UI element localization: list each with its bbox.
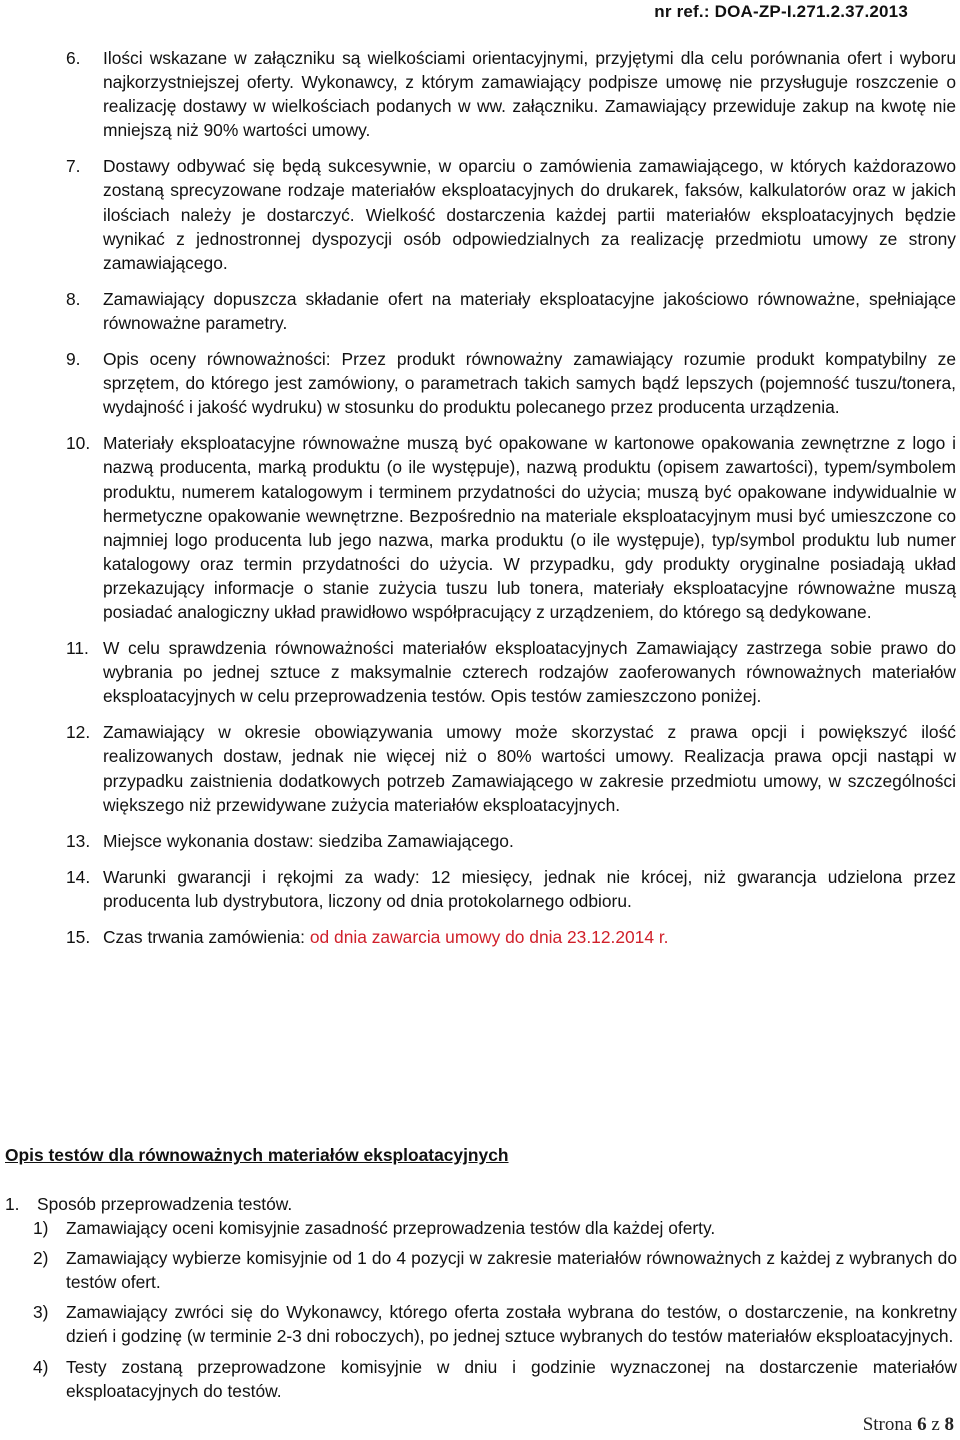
item-text: Opis oceny równoważności: Przez produkt równoważny zamawiający rozumie produkt kompatybilny ze sprzętem, do którego jest zamówiony, o parametrach takich samych bądź lepszych (pojemność tuszu/tonera, wydajność i jakość wydruku) w stosunku do produktu polecanego przez producenta urządzenia. xyxy=(103,349,956,418)
item-number: 13. xyxy=(66,830,91,851)
item-number: 12. xyxy=(66,722,91,743)
step-text: Zamawiający zwróci się do Wykonawcy, którego oferta została wybrana do testów, o dostarczenie, na konkretny dzień i godzinę (w terminie 2-3 dni roboczych), po jednej sztuce wybranych do testów materiałów eksploatacyjnych. xyxy=(66,1302,957,1347)
item-number: 14. xyxy=(66,866,91,887)
list-item xyxy=(66,865,956,913)
tests-steps xyxy=(33,1216,957,1403)
step-number: 4) xyxy=(33,1356,49,1377)
item-number: 7. xyxy=(66,156,81,177)
list-item xyxy=(66,829,956,853)
item-text: Zamawiający dopuszcza składanie ofert na materiały eksploatacyjne jakościowo równoważne, spełniające równoważne parametry. xyxy=(103,288,956,333)
duration-highlight: od dnia zawarcia umowy do dnia 23.12.2014 r. xyxy=(309,927,669,947)
step-number: 3) xyxy=(33,1302,49,1323)
duration-label: Czas trwania zamówienia: xyxy=(103,927,310,947)
tests-title: Sposób przeprowadzenia testów. xyxy=(37,1194,293,1214)
item-number: 15. xyxy=(66,927,91,947)
item-number: 10. xyxy=(66,433,91,454)
item-text: Warunki gwarancji i rękojmi za wady: 12 miesięcy, jednak nie krócej, niż gwarancja udzielona przez producenta lub dystrybutora, liczony od dnia protokolarnego odbioru. xyxy=(103,866,956,911)
tests-number: 1. xyxy=(5,1194,20,1214)
item-text: W celu sprawdzenia równoważności materiałów eksploatacyjnych Zamawiający zastrzega sobie prawo do wybrania po jednej sztuce z maksymalnie czterech rodzajów zaoferowanych równoważnych materiałów eksploatacyjnych w celu przeprowadzenia testów. Opis testów zamieszczono poniżej. xyxy=(103,638,956,707)
page-label: Strona xyxy=(862,1414,913,1435)
list-item xyxy=(66,154,956,274)
list-item xyxy=(66,431,956,624)
list-item xyxy=(66,347,956,419)
total-pages: 8 xyxy=(944,1414,954,1435)
step-text: Zamawiający wybierze komisyjnie od 1 do 4 pozycji w zakresie materiałów równoważnych z każdej z wybranych do testów ofert. xyxy=(66,1248,957,1293)
step-number: 1) xyxy=(33,1218,49,1239)
document-reference: nr ref.: DOA-ZP-I.271.2.37.2013 xyxy=(654,2,908,21)
item-text: Ilości wskazane w załączniku są wielkościami orientacyjnymi, przyjętymi dla celu porównania ofert i wyboru najkorzystniejszej oferty. Wykonawcy, z którym zamawiający podpisze umowę nie przysługuje roszczenie o realizację dostawy w wielkościach podanych w ww. załączniku. Zamawiający przewiduje zakup na kwotę nie mniejszą niż 90% wartości umowy. xyxy=(103,48,956,141)
list-item xyxy=(66,46,956,142)
list-item-duration xyxy=(66,925,956,949)
item-text: Dostawy odbywać się będą sukcesywnie, w oparciu o zamówienia zamawiającego, w których każdorazowo zostaną sprecyzowane rodzaje materiałów eksploatacyjnych do drukarek, faksów, kalkulatorów oraz w jakich ilościach należy je dostarczyć. Wielkość dostarczenia każdej partii materiałów eksploatacyjnych będzie wynikać z jednostronnej dyspozycji osób odpowiedzialnych za realizację przedmiotu umowy ze strony zamawiającego. xyxy=(103,156,956,273)
page-of: z xyxy=(931,1414,940,1435)
current-page: 6 xyxy=(917,1414,927,1435)
step-number: 2) xyxy=(33,1248,49,1269)
item-text xyxy=(103,925,956,949)
tests-description xyxy=(5,1192,957,1403)
item-text: Zamawiający w okresie obowiązywania umowy może skorzystać z prawa opcji i powiększyć ilość realizowanych dostaw, jednak nie więcej niż o 80% wartości umowy. Realizacja prawa opcji nastąpi w przypadku zaistnienia dodatkowych potrzeb Zamawiającego w zakresie przedmiotu umowy, w szczególności większego niż przewidywane zużycia materiałów eksploatacyjnych. xyxy=(103,722,956,815)
section-title: Opis testów dla równoważnych materiałów eksploatacyjnych xyxy=(5,1145,509,1165)
test-step xyxy=(33,1355,957,1403)
list-item xyxy=(66,287,956,335)
test-step xyxy=(33,1246,957,1294)
item-number: 9. xyxy=(66,349,81,370)
step-text: Zamawiający oceni komisyjnie zasadność przeprowadzenia testów dla każdej oferty. xyxy=(66,1218,716,1239)
item-text: Miejsce wykonania dostaw: siedziba Zamawiającego. xyxy=(103,830,514,851)
page-number xyxy=(863,1414,954,1436)
item-number: 8. xyxy=(66,288,81,309)
test-step xyxy=(33,1300,957,1348)
item-number: 6. xyxy=(66,48,81,68)
list-item xyxy=(66,720,956,816)
test-step xyxy=(33,1216,957,1240)
item-number: 11. xyxy=(66,638,89,659)
conditions-list xyxy=(66,46,956,949)
item-text: Materiały eksploatacyjne równoważne muszą być opakowane w kartonowe opakowania zewnętrzne z logo i nazwą producenta, marką produktu (o ile występuje), nazwą produktu (opisem zawartości), typem/symbolem produktu, numerem katalogowym i terminem przydatności do użycia; muszą być opakowane indywidualnie w hermetyczne opakowanie wewnętrzne. Bezpośrednio na materiale eksploatacyjnym musi być umieszczone co najmniej logo producenta lub jego nazwa, marka produktu (o ile występuje), typ/symbol produktu lub numer katalogowy oraz termin przydatności do użycia. W przypadku, gdy produkty oryginalne posiadają układ przekazujący informacje o stanie zużycia tuszu lub tonera, materiały eksploatacyjne równoważne muszą posiadać analogiczny układ prawidłowo współpracujący z urządzeniem, do którego są dedykowane. xyxy=(103,433,956,622)
list-item xyxy=(66,636,956,708)
step-text: Testy zostaną przeprowadzone komisyjnie w dniu i godzinie wyznaczonej na dostarczenie materiałów eksploatacyjnych do testów. xyxy=(66,1356,957,1401)
tests-heading xyxy=(5,1192,957,1216)
